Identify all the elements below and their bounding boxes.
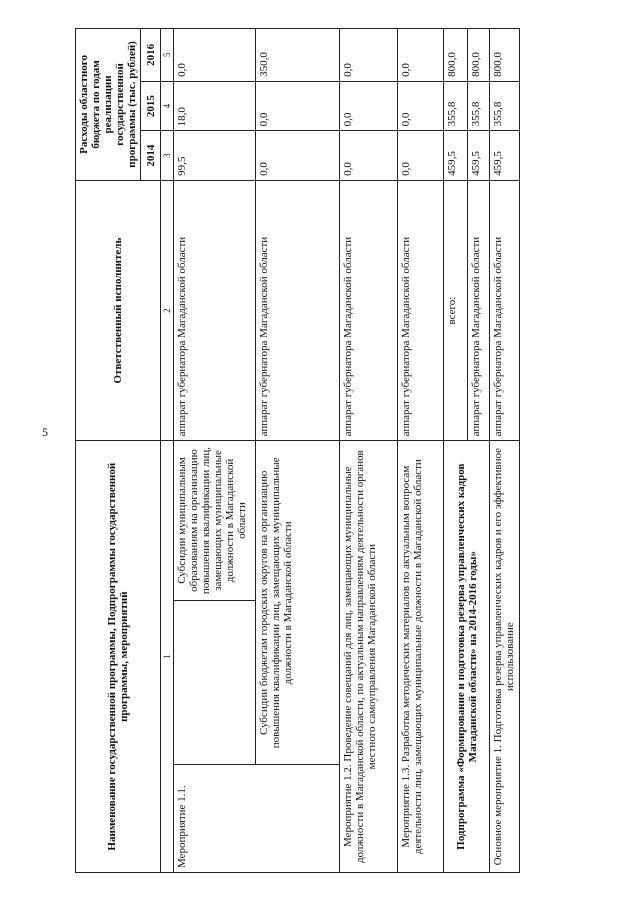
event-1-2-2015: 0,0: [340, 81, 398, 131]
main-event-1-2015: 355,8: [490, 81, 520, 131]
index-cell: 4: [161, 81, 174, 131]
event-1-1-sub-1: Субсидии муниципальным образованиям на организацию повышения квалификации лиц, замещающих муниципальные должности в Магаданской области: [174, 441, 256, 600]
page-number: 5: [42, 425, 48, 439]
header-col-name: Наименование государственной программы, Подпрограммы государственной программы, мероприятий: [76, 441, 161, 873]
main-event-1-2016: 800,0: [490, 29, 520, 82]
event-1-2-executor: аппарат губернатора Магаданской области: [340, 180, 398, 441]
subprogram-total-label: всего:: [444, 180, 468, 441]
header-year-2016: 2016: [141, 29, 161, 82]
rotated-table-container: [75, 28, 555, 873]
event-1-1-executor: аппарат губернатора Магаданской области: [174, 180, 256, 441]
subprogram-title: Подпрограмма «Формирование и подготовка резерва управленческих кадров Магаданской области» на 2014-2016 годы»: [444, 441, 490, 873]
subprogram-total-2014: 459,5: [444, 131, 468, 181]
event-1-1-2016: 0,0: [174, 29, 256, 82]
subprogram-exec-2014: 459,5: [468, 131, 490, 181]
event-1-1-sub-2: Субсидии бюджетам городских округов на организацию повышения квалификации лиц, замещающих муниципальные должности в Магаданской области: [256, 441, 340, 765]
index-cell: 2: [161, 180, 174, 441]
event-1-1-2015: 18,0: [174, 81, 256, 131]
subprogram-total-2015: 355,8: [444, 81, 468, 131]
event-1-3-2015: 0,0: [398, 81, 444, 131]
event-1-3-2014: 0,0: [398, 131, 444, 181]
event-1-3-label: Мероприятие 1.3. Разработка методических материалов по актуальным вопросам деятельности лиц, замещающих муниципальные должности в Магаданской области: [398, 441, 444, 873]
event-1-2-label: Мероприятие 1.2. Проведение совещаний для лиц, замещающих муниципальные должности в Магаданской области, по актуальным направлениям деятельности органов местного самоуправления Магаданской области: [340, 441, 398, 873]
subprogram-total-2016: 800,0: [444, 29, 468, 82]
event-1-2-2014: 0,0: [340, 131, 398, 181]
budget-table: [75, 28, 520, 873]
header-year-2015: 2015: [141, 81, 161, 131]
event-1-3-executor: аппарат губернатора Магаданской области: [398, 180, 444, 441]
header-col-expenses: Расходы областного бюджета по годам реализации государственной программы (тыс. рублей): [76, 29, 141, 181]
main-event-1-2014: 459,5: [490, 131, 520, 181]
main-event-1-executor: аппарат губернатора Магаданской области: [490, 180, 520, 441]
header-col-executor: Ответственный исполнитель: [76, 180, 161, 441]
event-1-1-2014: 99,5: [174, 131, 256, 181]
event-1-1-sub-2-2015: 0,0: [256, 81, 340, 131]
subprogram-exec-2015: 355,8: [468, 81, 490, 131]
event-1-1-sub-2-executor: аппарат губернатора Магаданской области: [256, 180, 340, 441]
main-event-1-label: Основное мероприятие 1. Подготовка резерва управленческих кадров и его эффективное использование: [490, 441, 520, 873]
event-1-1-label: Мероприятие 1.1.: [174, 765, 340, 873]
index-cell: 5: [161, 29, 174, 82]
event-1-2-2016: 0,0: [340, 29, 398, 82]
event-1-3-2016: 0,0: [398, 29, 444, 82]
subprogram-executor: аппарат губернатора Магаданской области: [468, 180, 490, 441]
header-year-2014: 2014: [141, 131, 161, 181]
subprogram-exec-2016: 800,0: [468, 29, 490, 82]
index-cell: 1: [161, 441, 174, 873]
event-1-1-sub-2-2014: 0,0: [256, 131, 340, 181]
event-1-1-sub-2-2016: 350,0: [256, 29, 340, 82]
index-cell: 3: [161, 131, 174, 181]
